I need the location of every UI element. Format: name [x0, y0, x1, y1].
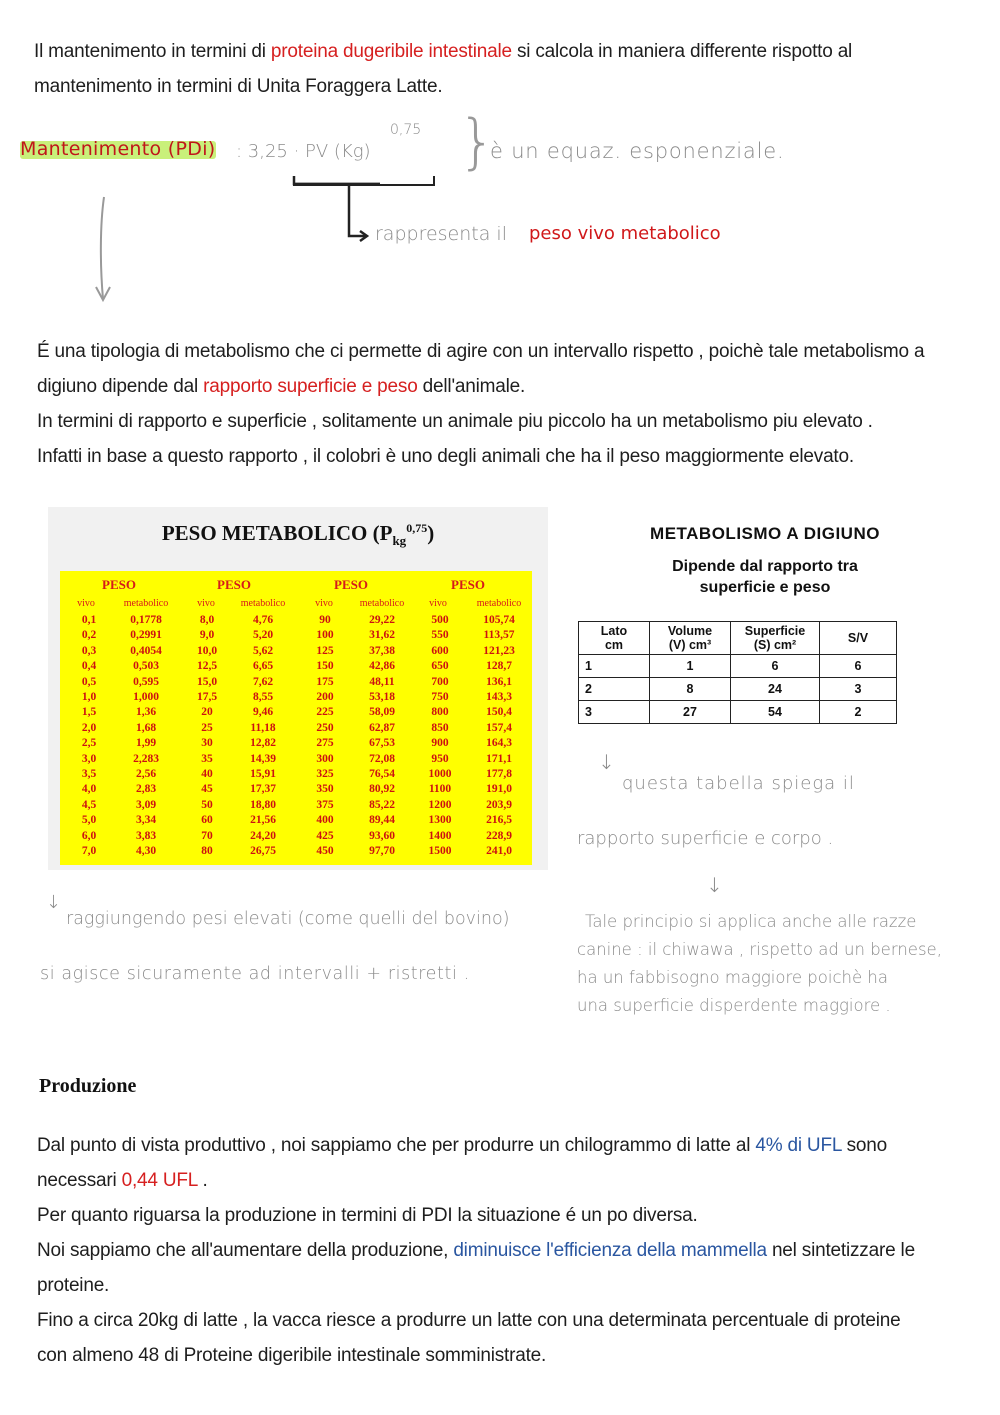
table-cell: 9,0 [199, 629, 215, 642]
sub-metabolico-2: metabolico [240, 598, 286, 609]
formula-note: è un equaz. esponenziale. [490, 139, 785, 163]
table-cell: 2,5 [81, 737, 97, 750]
table-cell: 45 [201, 783, 213, 796]
intro-line-1: Il mantenimento in termini di proteina dugeribile intestinale si calcola in maniera differente rispotto al [34, 41, 853, 62]
table-cell: 60 [201, 814, 213, 827]
table-cell: 200 [316, 691, 334, 704]
peso-metabolico-table [48, 507, 548, 870]
table-header-row [579, 622, 897, 655]
table-row: 2 8 24 3 [579, 678, 897, 701]
table-cell: 6,0 [81, 829, 97, 842]
table-cell: 0,4054 [130, 644, 162, 657]
table-cell: 1500 [428, 845, 452, 858]
group-header-2: PESO [217, 577, 251, 592]
table-cell: 42,86 [369, 660, 395, 673]
sub-metabolico-4: metabolico [476, 598, 522, 609]
table-cell: 3,34 [135, 814, 157, 827]
table-cell: 850 [431, 721, 449, 734]
surface-volume-table [578, 621, 897, 724]
table-cell: 31,62 [369, 629, 395, 642]
table-cell: 4,76 [252, 614, 274, 626]
table-row: 3 27 54 2 [579, 701, 897, 724]
small-arrow-icon-3: ↓ [46, 892, 62, 913]
table-cell: 150 [316, 660, 334, 673]
table-cell: 950 [431, 752, 449, 765]
table-cell: 171,1 [486, 752, 512, 765]
table-cell: 191,0 [486, 783, 512, 796]
table-cell: 5,62 [252, 644, 274, 657]
table-cell: 0,595 [133, 675, 159, 688]
col-vivo-2 [188, 613, 226, 860]
formula-exponent: 0,75 [390, 122, 422, 138]
table-cell: 8,0 [199, 614, 215, 626]
sub-vivo-4: vivo [429, 598, 447, 609]
highlight-efficienza: diminuisce l'efficienza della mammella [453, 1240, 767, 1261]
table-cell: 29,22 [369, 614, 395, 626]
table-cell: 6,65 [252, 660, 274, 673]
prod-line-4: Noi sappiamo che all'aumentare della produzione, diminuisce l'efficienza della mammella nel sintetizzare le [37, 1240, 915, 1261]
table-cell: 8,55 [252, 691, 274, 704]
table-cell: 113,57 [483, 629, 515, 642]
prod-line-6: Fino a circa 20kg di latte , la vacca riesce a produrre un latte con una determinata percentuale di proteine [37, 1310, 901, 1331]
table-cell: 241,0 [486, 845, 512, 858]
col-vivo-3 [306, 613, 344, 860]
metabolismo-subtitle: Dipende dal rapporto tra superficie e peso [672, 558, 858, 596]
group-header-4: PESO [451, 577, 485, 592]
table-cell: 350 [316, 783, 334, 796]
table-cell: 30 [201, 737, 213, 750]
sub-metabolico-3: metabolico [359, 598, 405, 609]
table-cell: 100 [316, 629, 334, 642]
header-lato: Lato cm [579, 622, 650, 655]
table-cell: 35 [201, 752, 213, 765]
prod-line-5: proteine. [37, 1275, 110, 1296]
formula-label: Mantenimento (PDi) [20, 138, 216, 160]
table-cell: 500 [431, 614, 449, 626]
table-cell: 275 [316, 737, 334, 750]
sub-metabolico-1: metabolico [123, 598, 169, 609]
table-cell: 80,92 [369, 783, 395, 796]
table-cell: 0,3 [81, 644, 97, 657]
table-cell: 97,70 [369, 845, 395, 858]
table-cell: 15,91 [250, 768, 276, 781]
table-cell: 67,53 [369, 737, 395, 750]
table-cell: 3,09 [135, 798, 157, 811]
para1-line-4: Infatti in base a questo rapporto , il colobri è uno degli animali che ha il peso maggiormente elevato. [37, 446, 854, 467]
table-cell: 225 [316, 706, 334, 719]
produzione-heading: Produzione [39, 1075, 137, 1097]
table-cell: 1,000 [133, 691, 159, 704]
table-cell: 450 [316, 845, 334, 858]
table-cell: 7,62 [252, 675, 274, 688]
table-cell: 11,18 [250, 721, 276, 734]
table-cell: 4,5 [81, 798, 97, 811]
table-cell: 0,5 [81, 675, 97, 688]
table-cell: 17,37 [250, 783, 276, 796]
table-cell: 9,46 [252, 706, 274, 719]
table-cell: 5,20 [252, 629, 274, 642]
table-cell: 203,9 [486, 798, 512, 811]
table-cell: 80 [201, 845, 213, 858]
note-tale-principio: Tale principio si applica anche alle razze canine : il chiwawa , rispetto ad un bernese, ha un fabbisogno maggiore poichè ha una superficie disperdente maggiore . [577, 912, 942, 1015]
table-cell: 76,54 [369, 768, 395, 781]
small-arrow-icon-2: ↓ [706, 873, 723, 897]
rappresenta-note: rappresenta il [375, 223, 507, 245]
highlight-044-ufl: 0,44 UFL [121, 1170, 198, 1191]
sub-vivo-1: vivo [77, 598, 95, 609]
intro-paragraph [34, 34, 974, 104]
highlight-4-ufl: 4% di UFL [755, 1135, 842, 1156]
header-sv: S/V [820, 622, 897, 655]
table-cell: 5,0 [81, 814, 97, 827]
table-cell: 228,9 [486, 829, 512, 842]
table-cell: 125 [316, 644, 334, 657]
col-metabolico-2 [233, 613, 293, 860]
table-cell: 37,38 [369, 644, 395, 657]
bracket-top [293, 176, 435, 186]
table-cell: 1100 [428, 783, 452, 796]
col-vivo-1 [70, 613, 108, 860]
highlight-rapporto: rapporto superficie e peso [203, 376, 418, 397]
table-cell: 650 [431, 660, 449, 673]
table-cell: 20 [201, 706, 213, 719]
note-raggiungendo: raggiungendo pesi elevati (come quelli del bovino) [66, 909, 510, 929]
table-cell: 15,0 [196, 675, 218, 688]
table-cell: 12,5 [196, 660, 218, 673]
table-cell: 136,1 [486, 675, 512, 688]
table-cell: 143,3 [486, 691, 512, 704]
table-cell: 2,0 [81, 721, 97, 734]
table-row: 1 1 6 6 [579, 655, 897, 678]
table-cell: 1400 [428, 829, 452, 842]
intro-line-2: mantenimento in termini di Unita Foraggera Latte. [34, 76, 443, 97]
table-cell: 70 [201, 829, 213, 842]
table-cell: 85,22 [369, 798, 395, 811]
para1-line-3: In termini di rapporto e superficie , solitamente un animale piu piccolo ha un metabolismo piu elevato . [37, 411, 873, 432]
table-cell: 1,5 [81, 706, 97, 719]
table-cell: 0,2 [81, 629, 97, 642]
table-cell: 325 [316, 768, 334, 781]
produzione-paragraph [37, 1128, 987, 1373]
table-cell: 1,36 [135, 706, 157, 719]
table-cell: 53,18 [369, 691, 395, 704]
metabolism-paragraph [37, 334, 987, 474]
table-cell: 1,99 [135, 737, 157, 750]
table-cell: 128,7 [486, 660, 512, 673]
table-cell: 3,83 [135, 829, 157, 842]
prod-line-2: necessari 0,44 UFL . [37, 1170, 208, 1191]
col-metabolico-3 [352, 613, 412, 860]
table-cell: 600 [431, 644, 449, 657]
table-cell: 175 [316, 675, 334, 688]
table-cell: 0,4 [81, 660, 97, 673]
down-arrow-icon [92, 195, 116, 305]
para1-line-2: digiuno dipende dal rapporto superficie e peso dell'animale. [37, 376, 526, 397]
table-cell: 400 [316, 814, 334, 827]
group-header-3: PESO [334, 577, 368, 592]
note-tabella: questa tabella spiega il [622, 773, 855, 794]
sub-vivo-2: vivo [197, 598, 215, 609]
table-cell: 25 [201, 721, 213, 734]
prod-line-7: con almeno 48 di Proteine digeribile intestinale somministrate. [37, 1345, 547, 1366]
small-arrow-icon: ↓ [598, 750, 615, 774]
col-vivo-4 [420, 613, 460, 860]
table-cell: 18,80 [250, 798, 276, 811]
table-cell: 40 [201, 768, 213, 781]
table-cell: 216,5 [486, 814, 512, 827]
highlight-proteina: proteina dugeribile intestinale [270, 41, 512, 62]
peso-table-body [60, 571, 532, 865]
table-cell: 2,83 [135, 783, 157, 796]
table-cell: 750 [431, 691, 449, 704]
table-cell: 7,0 [81, 845, 97, 858]
table-cell: 0,2991 [130, 629, 162, 642]
header-volume: Volume (V) cm³ [650, 622, 731, 655]
table-cell: 150,4 [486, 706, 512, 719]
prod-line-3: Per quanto riguarsa la produzione in termini di PDI la situazione é un po diversa. [37, 1205, 698, 1226]
table-cell: 177,8 [486, 768, 512, 781]
prod-line-1: Dal punto di vista produttivo , noi sappiamo che per produrre un chilogrammo di latte al 4% di UFL sono [37, 1135, 888, 1156]
col-metabolico-1 [116, 613, 176, 860]
table-cell: 2,56 [135, 768, 157, 781]
col-metabolico-4 [468, 613, 530, 860]
table-cell: 800 [431, 706, 449, 719]
table-cell: 164,3 [486, 737, 512, 750]
table-cell: 72,08 [369, 752, 395, 765]
table-cell: 0,1778 [130, 614, 162, 626]
table-cell: 550 [431, 629, 449, 642]
table-cell: 1,68 [135, 721, 157, 734]
table-cell: 1200 [428, 798, 452, 811]
sub-vivo-3: vivo [315, 598, 333, 609]
table-cell: 2,283 [133, 752, 159, 765]
metabolismo-title: METABOLISMO A DIGIUNO [650, 524, 880, 543]
table-cell: 0,1 [81, 614, 97, 626]
table-cell: 58,09 [369, 706, 395, 719]
note-si-agisce: si agisce sicuramente ad intervalli + ristretti . [40, 964, 470, 984]
note-rapporto: rapporto superficie e corpo . [577, 828, 834, 849]
table-cell: 157,4 [486, 721, 512, 734]
table-cell: 105,74 [483, 614, 515, 626]
table-cell: 4,0 [81, 783, 97, 796]
table-cell: 48,11 [369, 675, 395, 688]
table-cell: 89,44 [369, 814, 395, 827]
table-cell: 375 [316, 798, 334, 811]
table-cell: 90 [319, 614, 331, 626]
table-cell: 0,503 [133, 660, 159, 673]
table-cell: 10,0 [196, 644, 218, 657]
peso-vivo-metabolico: peso vivo metabolico [529, 223, 721, 244]
formula-expression: : 3,25 · PV (Kg) [236, 141, 371, 162]
table-cell: 12,82 [250, 737, 276, 750]
brace-icon: } [458, 107, 497, 177]
table-cell: 4,30 [135, 845, 157, 858]
header-superficie: Superficie (S) cm² [731, 622, 820, 655]
group-header-1: PESO [102, 577, 136, 592]
table-cell: 21,56 [250, 814, 276, 827]
table-cell: 93,60 [369, 829, 395, 842]
table-cell: 3,0 [81, 752, 97, 765]
table-cell: 250 [316, 721, 334, 734]
table-cell: 700 [431, 675, 449, 688]
table-cell: 14,39 [250, 752, 276, 765]
table-cell: 3,5 [81, 768, 97, 781]
table-cell: 425 [316, 829, 334, 842]
table-cell: 17,5 [196, 691, 218, 704]
table-cell: 1300 [428, 814, 452, 827]
table-cell: 900 [431, 737, 449, 750]
table-cell: 50 [201, 798, 213, 811]
table-cell: 121,23 [483, 644, 515, 657]
table-cell: 1000 [428, 768, 452, 781]
table-cell: 26,75 [250, 845, 276, 858]
peso-table-title: PESO METABOLICO $(P_{kg}^{0,75})$ [161, 521, 435, 549]
table-cell: 1,0 [81, 691, 97, 704]
table-cell: 24,20 [250, 829, 276, 842]
table-cell: 62,87 [369, 721, 395, 734]
table-cell: 300 [316, 752, 334, 765]
para1-line-1: É una tipologia di metabolismo che ci permette di agire con un intervallo rispetto , poichè tale metabolismo a [37, 341, 925, 362]
